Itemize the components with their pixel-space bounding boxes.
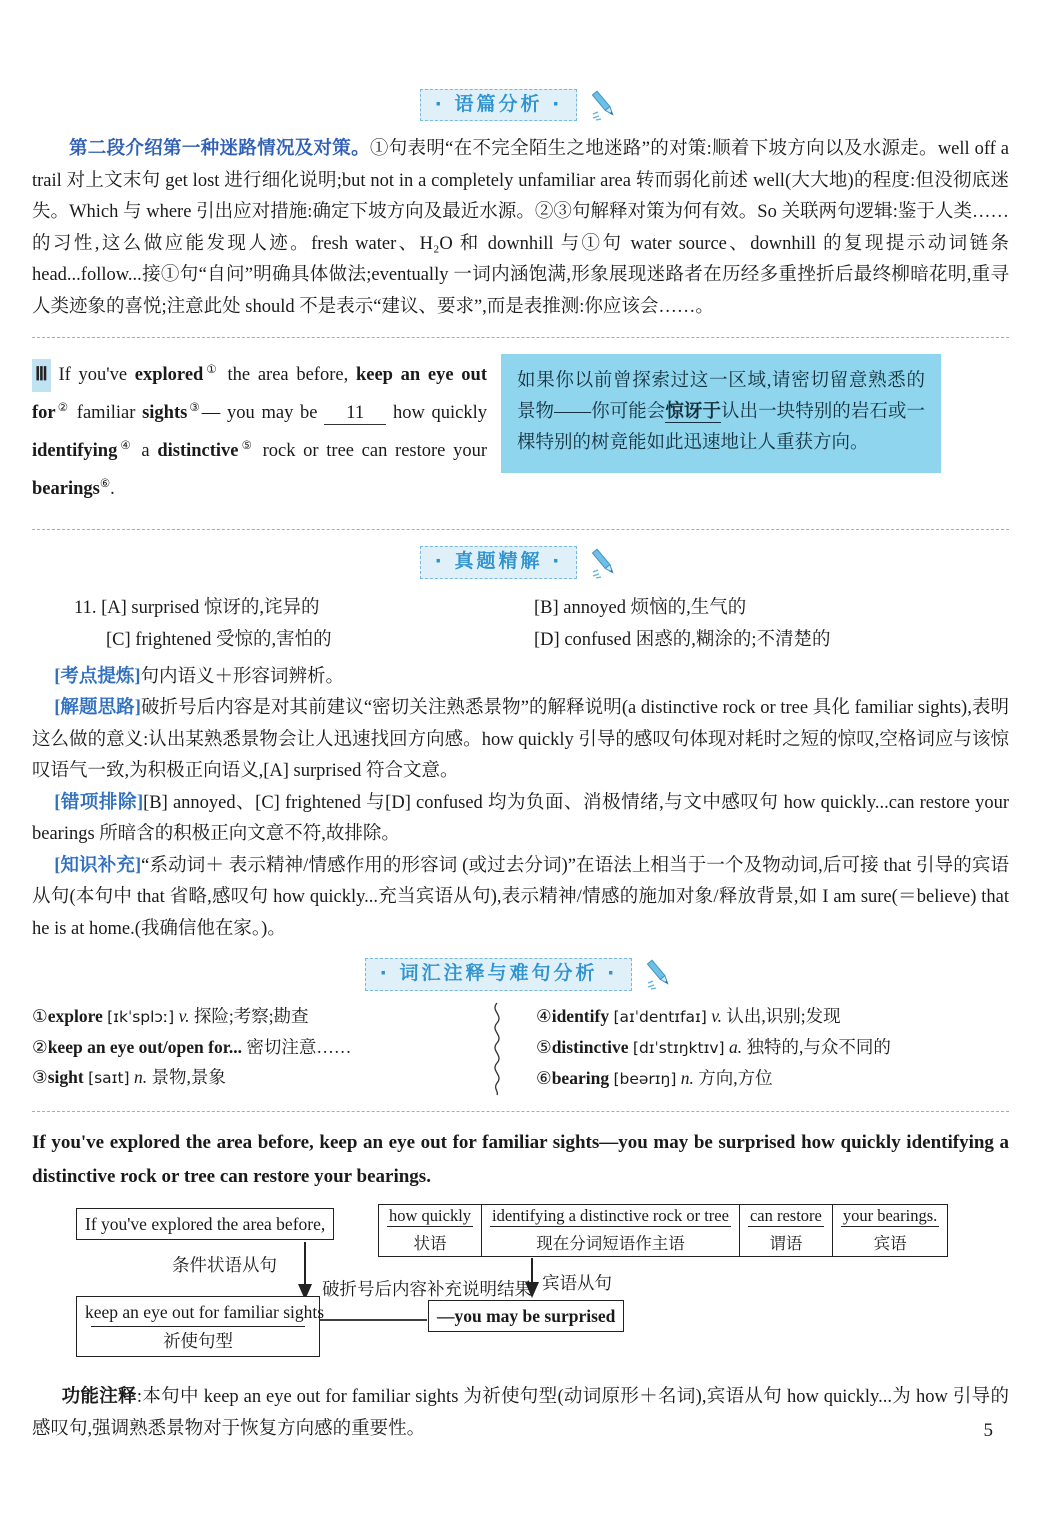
vocab-word-6: bearing — [551, 1068, 610, 1089]
word-bearings: bearings — [32, 479, 100, 500]
diagram-imperative-en: keep an eye out for familiar sights — [85, 1302, 325, 1323]
phrase-keep-an: keep an — [355, 365, 421, 386]
passage-text-b: the area before, — [219, 365, 349, 386]
vocab-ipa-4: [aɪˈdentɪfaɪ] — [613, 1008, 707, 1027]
diagram-imperative-zh: 祈使句型 — [91, 1326, 305, 1353]
option-c-gloss: 受惊的,害怕的 — [215, 629, 332, 650]
diagram-result-text: —you may be surprised — [437, 1306, 616, 1327]
phrase-3: can restore — [749, 1206, 822, 1226]
phrase-4: your bearings. — [842, 1206, 938, 1226]
cell-role-2: 现在分词短语作主语 — [482, 1229, 740, 1257]
vocab-pos-1: v. — [178, 1006, 190, 1027]
vocab-ipa-3: [saɪt] — [88, 1069, 130, 1088]
option-c-letter: [C] — [106, 629, 131, 650]
options-grid — [32, 592, 1009, 656]
option-b-word: annoyed — [563, 597, 626, 618]
option-c-word: frightened — [135, 629, 212, 650]
sup-4: ④ — [117, 440, 134, 453]
section-title-discourse: · 语篇分析 · — [420, 89, 578, 122]
diagram-box-condition — [76, 1208, 334, 1240]
text-how-quickly: how quickly — [392, 403, 488, 424]
word-explored: explored — [134, 365, 204, 386]
vocab-pos-4: v. — [711, 1006, 723, 1027]
cuoxiang-text: [B] annoyed、[C] frightened 与[D] confused 均为负面、消极情绪,与文中感叹句 how quickly...can restore your bearings 所暗含的积极正向文意不符,故排除。 — [32, 792, 1009, 845]
divider-3 — [32, 1111, 1009, 1112]
vocab-gloss-2: 密切注意…… — [246, 1037, 352, 1058]
diagram-label-object-clause: 宾语从句 — [542, 1273, 612, 1294]
cell-phrase-3 — [739, 1205, 832, 1230]
word-familiar: familiar — [70, 403, 143, 424]
passage-english — [32, 354, 487, 507]
page-number: 5 — [983, 1420, 993, 1441]
vocab-item-4 — [536, 1001, 891, 1032]
cuoxiang-block — [32, 788, 1009, 851]
table-row-roles — [379, 1229, 948, 1257]
vocab-pos-5: a. — [728, 1037, 743, 1058]
option-a-word: surprised — [131, 597, 200, 618]
analysis-sentence-line2: quickly identifying a distinctive rock or tree can restore your bearings. — [32, 1132, 1010, 1188]
vocab-pos-3: n. — [133, 1067, 148, 1088]
cell-role-4: 宾语 — [832, 1229, 947, 1257]
vocab-column-right — [510, 1001, 891, 1097]
vocab-ipa-6: [beərɪŋ] — [613, 1070, 677, 1089]
divider-1 — [32, 337, 1009, 338]
vocab-word-3: sight — [47, 1067, 84, 1088]
option-b[interactable] — [534, 592, 1009, 624]
function-note-tag: 功能注释 — [61, 1387, 137, 1408]
pen-icon — [587, 88, 621, 122]
vocab-item-5 — [536, 1032, 891, 1063]
diagram-label-dash: 破折号后内容补充说明结果 — [322, 1279, 532, 1300]
pen-icon-3 — [642, 957, 676, 991]
zhishi-tag: [知识补充] — [54, 855, 142, 876]
answer-blank-11[interactable]: 11 — [324, 404, 386, 424]
option-b-gloss: 烦恼的,生气的 — [630, 597, 747, 618]
function-note-text: :本句中 keep an eye out for familiar sights 为祈使句型(动词原形＋名词),宾语从句 how quickly...为 how 引导的感叹句,强调熟悉景物对于恢复方向感的重要性。 — [32, 1387, 1009, 1439]
translation-part-1: 如果你以前曾探索过这一区域,请密切留意熟悉的景物——你可能会 — [517, 371, 925, 422]
vocab-gloss-3: 景物,景象 — [151, 1067, 226, 1088]
diagram-condition-text: If you've explored the area before, — [85, 1214, 326, 1235]
option-a-letter: [A] — [101, 597, 127, 618]
text-rock-or-tree: rock or tree can — [254, 441, 388, 462]
translation-part-2: 认出一块特别的岩石或一棵特别的树竟能如此迅速地让人重获方向。 — [517, 402, 925, 453]
diagram-label-condition: 条件状语从句 — [172, 1255, 277, 1276]
jieti-tag: [解题思路] — [54, 698, 141, 719]
dash-clause: — you may be — [201, 403, 318, 424]
vocab-num-4: ④ — [536, 1006, 552, 1027]
section-title-solution: · 真题精解 · — [420, 546, 578, 579]
sup-1: ① — [203, 364, 220, 376]
option-a[interactable] — [74, 592, 534, 624]
vocab-num-5: ⑤ — [536, 1037, 552, 1058]
diagram-box-result — [428, 1300, 624, 1332]
passage-block — [32, 354, 1009, 507]
analysis-sentence — [32, 1126, 1009, 1194]
divider-2 — [32, 529, 1009, 530]
word-sights: sights — [142, 403, 188, 424]
word-a: a — [133, 441, 158, 462]
cell-phrase-4 — [832, 1205, 947, 1230]
option-c[interactable] — [74, 624, 534, 656]
pen-icon-2 — [587, 546, 621, 580]
jieti-text: 破折号后内容是对其前建议“密切关注熟悉景物”的解释说明(a distinctive rock or tree 具化 familiar sights),表明这么做的意义:认出某熟悉景物会让人迅速找回方向感。how quickly 引导的感叹句体现对耗时之短的惊叹,空格词应与该惊叹语气一致,为积极正向语义,[A] surprised 符合文意。 — [32, 698, 1009, 782]
section-title-vocab: · 词汇注释与难句分析 · — [365, 958, 633, 991]
cell-role-3: 谓语 — [739, 1229, 832, 1257]
zhishi-block — [32, 851, 1009, 946]
vocab-word-2: keep an eye out/open for... — [47, 1037, 242, 1058]
option-d-letter: [D] — [534, 629, 560, 650]
jieti-block — [32, 693, 1009, 788]
section-header-vocab — [32, 957, 1009, 991]
kaodian-text: 句内语义＋形容词辨析。 — [140, 666, 345, 687]
vocab-word-4: identify — [551, 1006, 610, 1027]
section-header-discourse — [32, 88, 1009, 122]
paragraph-marker: Ⅲ — [32, 359, 51, 392]
vocab-gloss-4: 认出,识别;发现 — [726, 1006, 841, 1027]
sup-3: ③ — [187, 402, 202, 415]
vocab-ipa-1: [ɪkˈsplɔː] — [107, 1008, 175, 1027]
vocab-item-2 — [32, 1032, 484, 1062]
vocab-ipa-5: [dɪˈstɪŋktɪv] — [632, 1039, 725, 1058]
option-b-letter: [B] — [534, 597, 559, 618]
question-number: 11. — [74, 597, 97, 618]
wavy-separator — [484, 1001, 510, 1097]
vocab-item-1 — [32, 1001, 484, 1032]
translation-highlight: 惊讶于 — [665, 402, 721, 422]
cell-role-1: 状语 — [413, 1234, 447, 1254]
option-a-gloss: 惊讶的,诧异的 — [203, 597, 320, 618]
passage-text-a: If you've — [58, 365, 135, 386]
sup-6: ⑥ — [99, 478, 111, 491]
translation-box — [501, 354, 941, 473]
option-d-word: confused — [564, 629, 632, 650]
vocab-num-6: ⑥ — [536, 1068, 552, 1089]
sup-2: ② — [55, 402, 71, 415]
word-identifying: identifying — [32, 441, 118, 462]
vocab-column-left — [32, 1001, 484, 1097]
kaodian-block — [32, 662, 1009, 694]
vocab-pos-6: n. — [680, 1068, 694, 1089]
vocabulary-block — [32, 1001, 1009, 1097]
period: . — [110, 479, 115, 500]
diagram-role-table — [378, 1204, 948, 1257]
vocab-gloss-1: 探险;考察;勘查 — [193, 1006, 309, 1027]
diagram-box-imperative — [76, 1296, 325, 1357]
vocab-num-3: ③ — [32, 1067, 48, 1088]
function-note — [32, 1382, 1009, 1445]
option-d[interactable] — [534, 624, 1009, 656]
kaodian-tag: [考点提炼] — [54, 666, 141, 687]
cuoxiang-tag: [错项排除] — [54, 792, 144, 813]
vocab-gloss-5: 独特的,与众不同的 — [746, 1037, 891, 1058]
vocab-num-1: ① — [32, 1006, 48, 1027]
phrase-2: identifying a distinctive rock or tree — [492, 1206, 729, 1226]
section-header-solution — [32, 546, 1009, 580]
vocab-item-6 — [536, 1063, 891, 1094]
discourse-lead: 第二段介绍第一种迷路情况及对策。 — [69, 139, 370, 159]
discourse-analysis-paragraph — [32, 134, 1009, 323]
analysis-sentence-line1: If you've explored the area before, keep an eye out for familiar sights—you may be surprised how — [32, 1132, 835, 1154]
cell-phrase-1 — [379, 1205, 482, 1230]
vocab-gloss-6: 方向,方位 — [698, 1068, 773, 1089]
phrase-eye-out-for: eye out for — [32, 365, 488, 424]
phrase-1: how quickly — [389, 1206, 472, 1226]
sup-5: ⑤ — [238, 440, 255, 453]
vocab-item-3 — [32, 1062, 484, 1093]
option-d-gloss: 困惑的,糊涂的;不清楚的 — [635, 629, 831, 650]
table-row-phrases — [379, 1205, 948, 1230]
text-restore-your: restore your — [395, 441, 487, 462]
word-distinctive: distinctive — [157, 441, 239, 462]
vocab-word-5: distinctive — [551, 1037, 629, 1058]
cell-phrase-2 — [482, 1205, 740, 1230]
zhishi-text: “系动词＋ 表示精神/情感作用的形容词 (或过去分词)”在语法上相当于一个及物动词,后可接 that 引导的宾语从句(本句中 that 省略,感叹句 how quickly...充当宾语从句),表示精神/情感的施加对象/释放背景,如 I am sure(＝believe) that he is at home.(我确信他在家。)。 — [32, 855, 1009, 939]
vocab-word-1: explore — [47, 1006, 103, 1027]
sentence-structure-diagram — [32, 1200, 1009, 1368]
vocab-num-2: ② — [32, 1037, 48, 1058]
discourse-body: ①句表明“在不完全陌生之地迷路”的对策:顺着下坡方向以及水源走。well off a trail 对上文末句 get lost 进行细化说明;but not in a completely unfamiliar area 转而弱化前述 well(大大地)的程度:但没彻底迷失。Which 与 where 引出应对措施:确定下坡方向及最近水源。②③句解释对策为何有效。So 关联两句逻辑:鉴于人类……的习性,这么做应能发现人迹。fresh water、H₂O 和 downhill 与①句 water source、downhill 的复现提示动词链条 head...follow...接①句“自问”明确具体做法;eventually 一词内涵饱满,形象展现迷路者在历经多重挫折后最终柳暗花明,重寻人类迹象的喜悦;注意此处 should 不是表示“建议、要求”,而是表推测:你应该会……。 — [32, 139, 1009, 317]
